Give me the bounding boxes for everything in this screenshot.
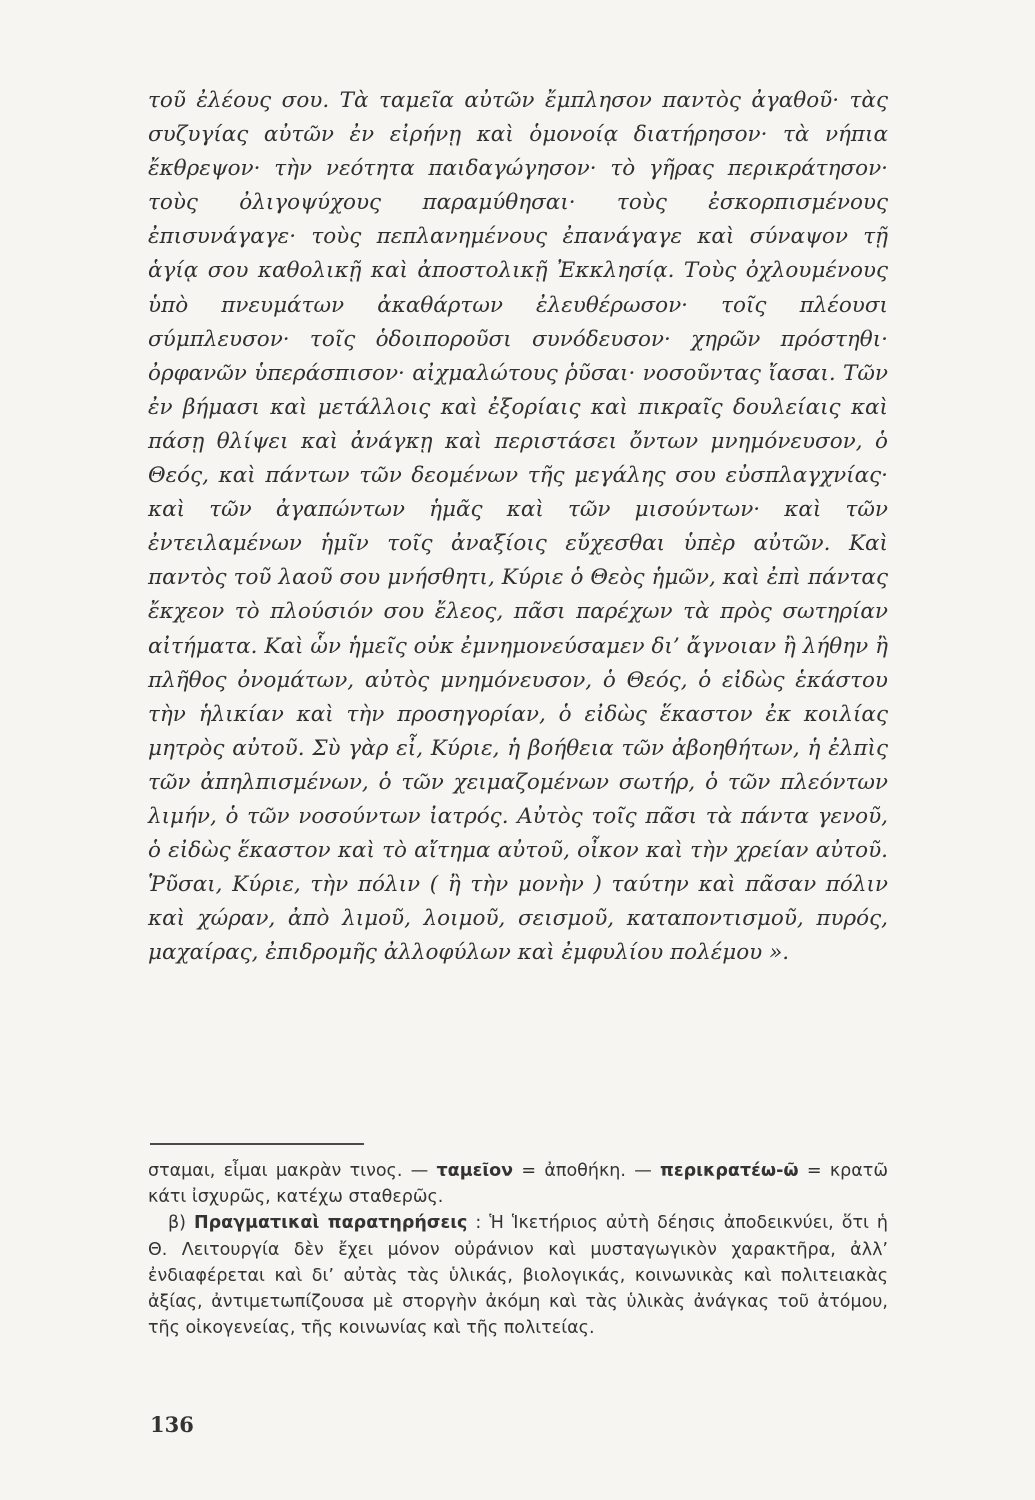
note2-label: β) (168, 1213, 194, 1234)
liturgical-prayer-paragraph: τοῦ ἐλέους σου. Τὰ ταμεῖα αὐτῶν ἔμπλησον παντὸς ἀγαθοῦ· τὰς συζυγίας αὐτῶν ἐν εἰρήνῃ καὶ ὁμονοίᾳ διατήρησον· τὰ νήπια ἔκθρεψον· τὴν νεότητα παιδαγώγησον· τὸ γῆρας περικράτησον· τοὺς ὀλιγοψύχους παραμύθησαι· τοὺς ἐσκορπισμένους ἐπισυνάγαγε· τοὺς πεπλανημένους ἐπανάγαγε καὶ σύναψον τῇ ἁγίᾳ σου καθολικῇ καὶ ἀποστολικῇ Ἐκκλησίᾳ. Τοὺς ὀχλουμένους ὑπὸ πνευμάτων ἀκαθάρτων ἐλευθέρωσον· τοῖς πλέουσι σύμπλευσον· τοῖς ὁδοιποροῦσι συνόδευσον· χηρῶν πρόστηθι· ὀρφανῶν ὑπεράσπισον· αἰχμαλώτους ῥῦσαι· νοσοῦντας ἴασαι. Τῶν ἐν βήμασι καὶ μετάλλοις καὶ ἐξορίαις καὶ πικραῖς δουλείαις καὶ πάσῃ θλίψει καὶ ἀνάγκῃ καὶ περιστάσει ὄντων μνημόνευσον, ὁ Θεός, καὶ πάντων τῶν δεομένων τῆς μεγάλης σου εὐσπλαγχνίας· καὶ τῶν ἀγαπώντων ἡμᾶς καὶ τῶν μισούντων· καὶ τῶν ἐντειλαμένων ἡμῖν τοῖς ἀναξίοις εὔχεσθαι ὑπὲρ αὐτῶν. Καὶ παντὸς τοῦ λαοῦ σου μνήσθητι, Κύριε ὁ Θεὸς ἡμῶν, καὶ ἐπὶ πάντας ἔκχεον τὸ πλούσιόν σου ἔλεος, πᾶσι παρέχων τὰ πρὸς σωτηρίαν αἰτήματα. Καὶ ὧν ἡμεῖς οὐκ ἐμνημονεύσαμεν δι’ ἄγνοιαν ἢ λήθην ἢ πλῆθος ὀνομάτων, αὐτὸς μνημόνευσον, ὁ Θεός, ὁ εἰδὼς ἑκάστου τὴν ἡλικίαν καὶ τὴν προσηγορίαν, ὁ εἰδὼς ἕκαστον ἐκ κοιλίας μητρὸς αὐτοῦ. Σὺ γὰρ εἶ, Κύριε, ἡ βοήθεια τῶν ἀβοηθήτων, ἡ ἐλπὶς τῶν ἀπηλπισμένων, ὁ τῶν χειμαζομένων σωτήρ, ὁ τῶν πλεόντων λιμήν, ὁ τῶν νοσούντων ἰατρός. Αὐτὸς τοῖς πᾶσι τὰ πάντα γενοῦ, ὁ εἰδὼς ἕκαστον καὶ τὸ αἴτημα αὐτοῦ, οἶκον καὶ τὴν χρείαν αὐτοῦ. Ῥῦσαι, Κύριε, τὴν πόλιν ( ἢ τὴν μονὴν ) ταύτην καὶ πᾶσαν πόλιν καὶ χώραν, ἀπὸ λιμοῦ, λοιμοῦ, σεισμοῦ, καταποντισμοῦ, πυρός, μαχαίρας, ἐπιδρομῆς ἀλλοφύλων καὶ ἐμφυλίου πολέμου ». (148, 88, 888, 966)
footnotes (148, 1158, 888, 1341)
note1-definition-1: = ἀποθήκη. — (513, 1161, 661, 1181)
note1-term-tameion: ταμεῖον (436, 1161, 514, 1181)
note1-term-perikrateo: περικρατέω-ῶ (660, 1161, 799, 1181)
note2-text: : Ἡ Ἱκετήριος αὐτὴ δέησις ἀποδεικνύει, ὅτι ἡ Θ. Λειτουργία δὲν ἔχει μόνον οὐράνιον καὶ μυσταγωγικὸν χαρακτῆρα, ἀλλ’ ἐνδιαφέρεται καὶ δι’ αὐτὰς τὰς ὑλικάς, βιολογικάς, κοινωνικὰς καὶ πολιτειακὰς ἀξίας, ἀντιμετωπίζουσα μὲ στοργὴν ἀκόμη καὶ τὰς ὑλικὰς ἀνάγκας τοῦ ἀτόμου, τῆς οἰκογενείας, τῆς κοινωνίας καὶ τῆς πολιτείας. (148, 1213, 888, 1339)
footnote-separator (150, 1143, 364, 1145)
footnote-practical-remarks (148, 1210, 888, 1341)
note1-intro: σταμαι, εἶμαι μακρὰν τινος. — (148, 1161, 437, 1181)
note1-definition-2: = κρατῶ κάτι ἰσχυρῶς, κατέχω σταθερῶς. (148, 1161, 888, 1208)
footnote-vocabulary (148, 1158, 888, 1210)
main-text-block (148, 84, 888, 970)
page-number: 136 (150, 1412, 194, 1437)
note2-heading: Πραγματικαὶ παρατηρήσεις (194, 1213, 468, 1234)
